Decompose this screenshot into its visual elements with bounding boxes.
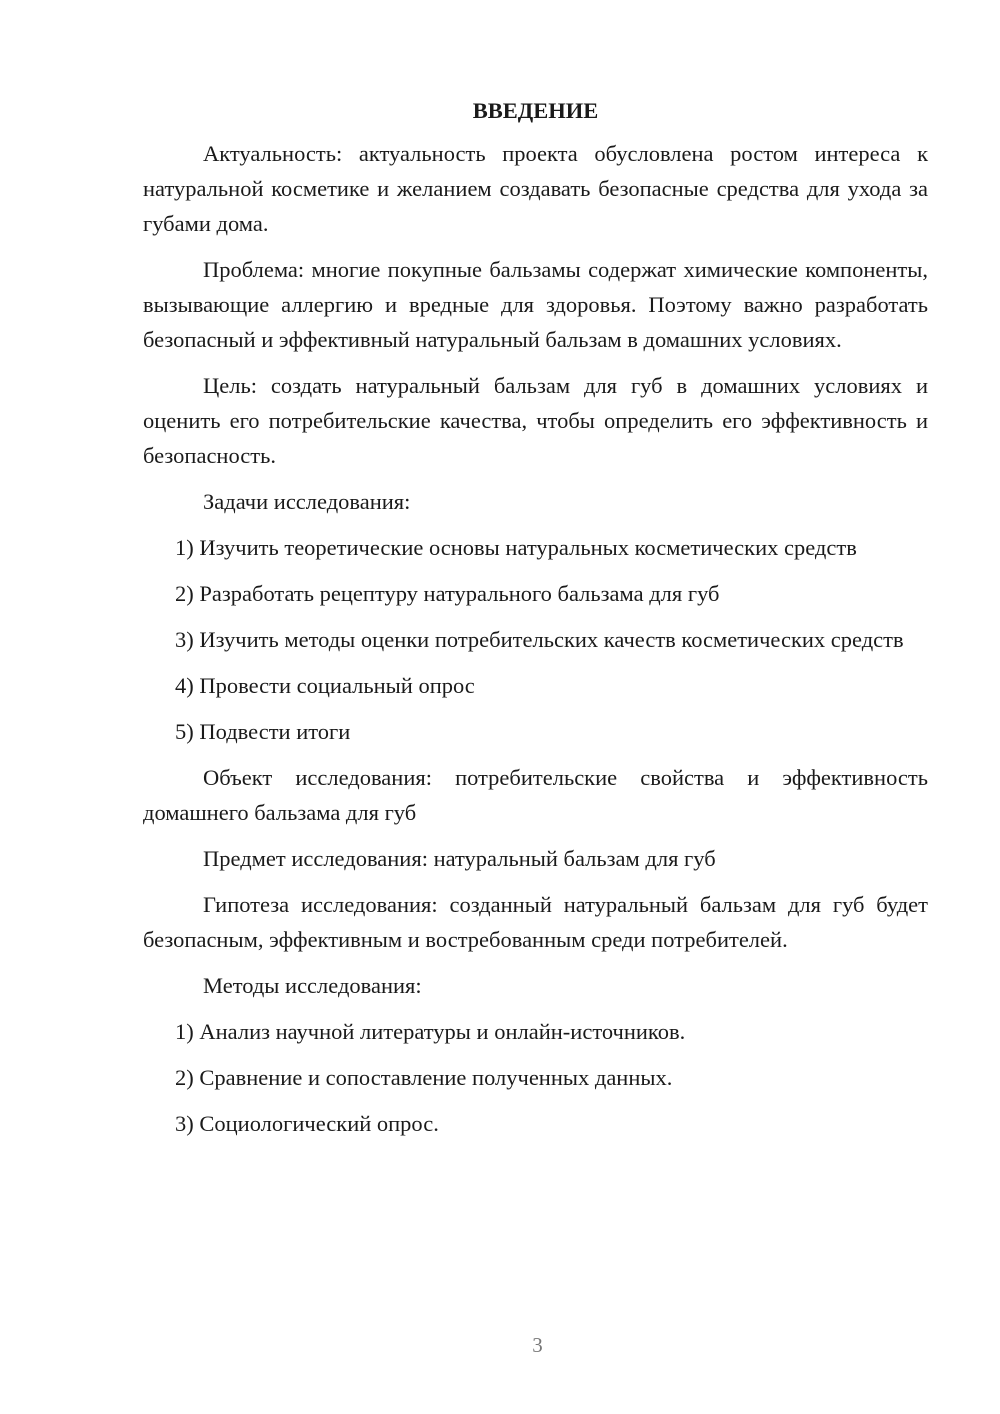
- page-number: 3: [532, 1333, 543, 1357]
- method-item: 1) Анализ научной литературы и онлайн-источников.: [175, 1019, 686, 1044]
- document-body: [143, 93, 928, 1152]
- tasks-title: Задачи исследования:: [203, 489, 411, 514]
- task-item: 1) Изучить теоретические основы натуральных косметических средств: [175, 535, 857, 560]
- method-item: 3) Социологический опрос.: [175, 1111, 439, 1136]
- goal-paragraph: Цель: создать натуральный бальзам для губ в домашних условиях и оценить его потребительские качества, чтобы определить его эффективность и безопасность.: [143, 373, 928, 468]
- task-item: 4) Провести социальный опрос: [175, 673, 475, 698]
- object-paragraph: Объект исследования: потребительские свойства и эффективность домашнего бальзама для губ: [143, 765, 928, 825]
- method-item: 2) Сравнение и сопоставление полученных данных.: [175, 1065, 673, 1090]
- relevance-paragraph: Актуальность: актуальность проекта обусловлена ростом интереса к натуральной косметике и желанием создавать безопасные средства для ухода за губами дома.: [143, 141, 928, 236]
- task-item: 5) Подвести итоги: [175, 719, 351, 744]
- section-heading: ВВЕДЕНИЕ: [472, 98, 599, 123]
- problem-paragraph: Проблема: многие покупные бальзамы содержат химические компоненты, вызывающие аллергию и вредные для здоровья. Поэтому важно разработать безопасный и эффективный натуральный бальзам в домашних условиях.: [143, 257, 928, 352]
- methods-title: Методы исследования:: [203, 973, 422, 998]
- task-item: 2) Разработать рецептуру натурального бальзама для губ: [175, 581, 720, 606]
- task-item: 3) Изучить методы оценки потребительских качеств косметических средств: [175, 627, 904, 652]
- hypothesis-paragraph: Гипотеза исследования: созданный натуральный бальзам для губ будет безопасным, эффективным и востребованным среди потребителей.: [143, 892, 928, 952]
- subject-paragraph: Предмет исследования: натуральный бальзам для губ: [203, 846, 716, 871]
